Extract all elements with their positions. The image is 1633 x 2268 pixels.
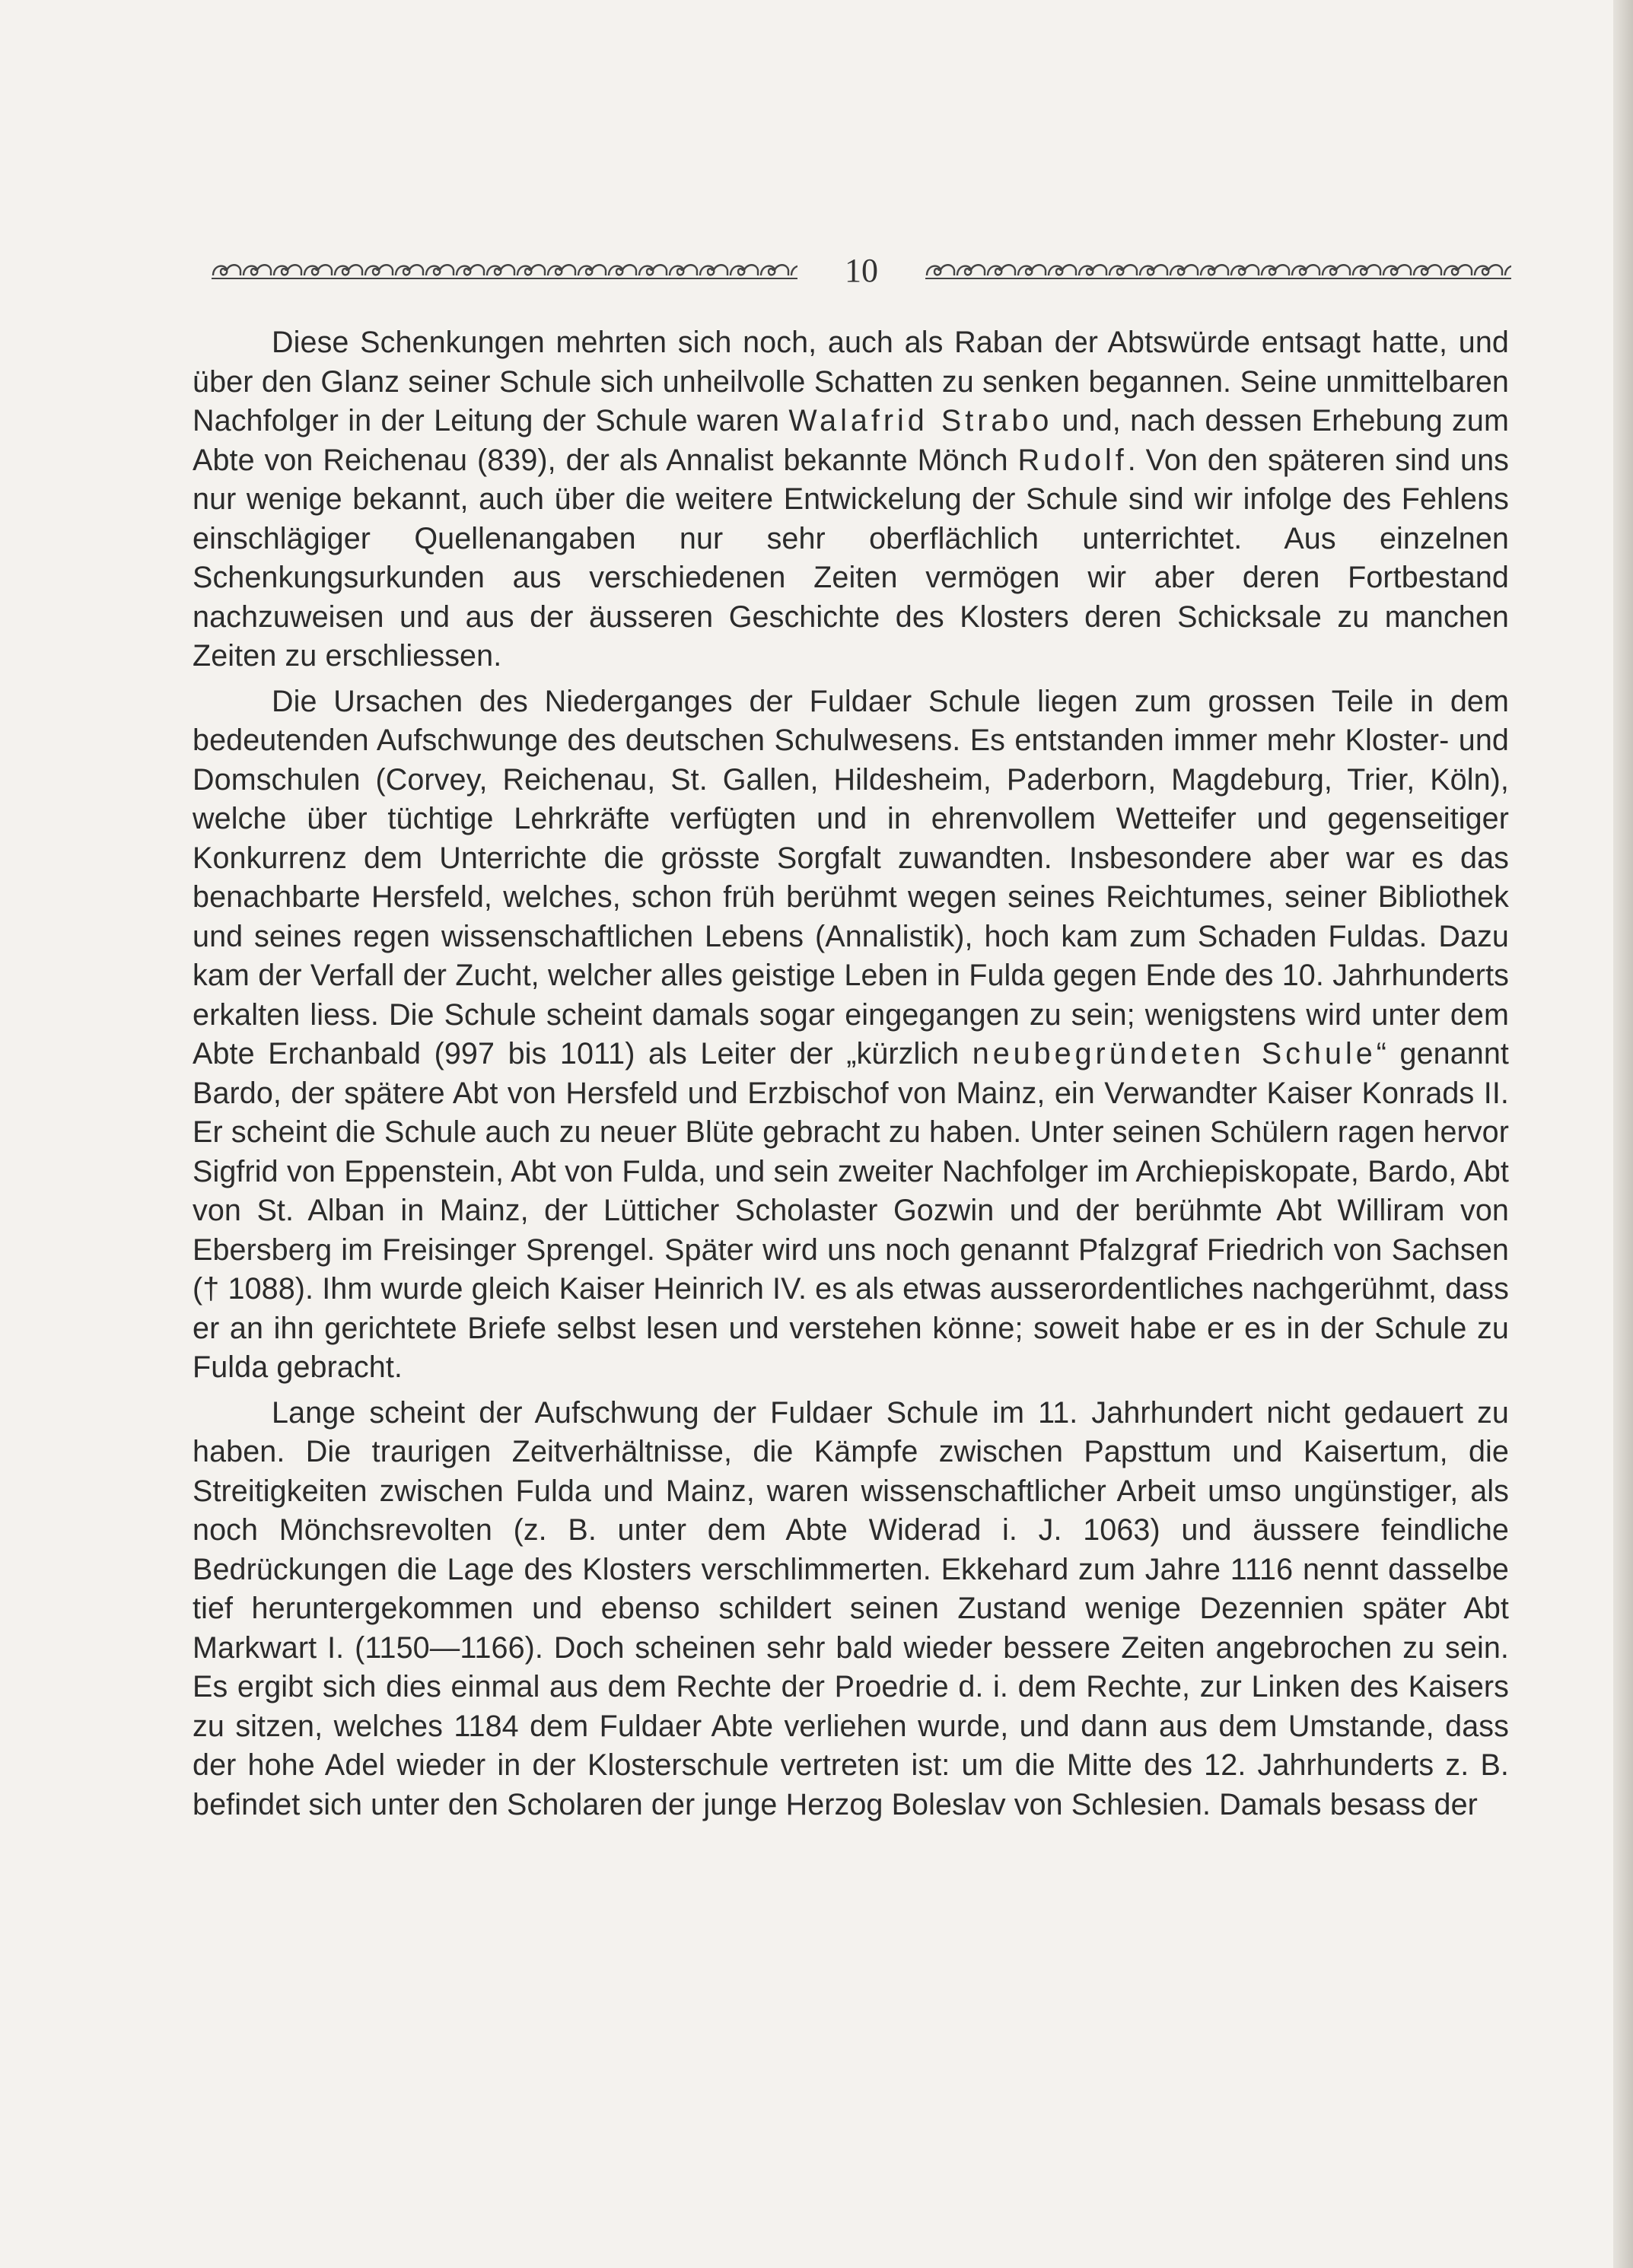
left-header-ornament [212,260,797,280]
page-header [212,251,1511,289]
spaced-text: neubegründeten Schule [972,1037,1377,1070]
page-number: 10 [845,251,878,289]
body-text [193,323,1509,1831]
spaced-text: Walafrid Strabo [788,404,1053,437]
paragraph [193,1394,1509,1825]
text-run: Die Ursachen des Niederganges der Fuldaer Schule liegen zum grossen Teile in dem bedeutenden Aufschwunge des deutschen Schulwesens. Es entstanden immer mehr Kloster- und Domschulen (Corvey, Reichenau, St. Gallen, Hildesheim, Paderborn, Magdeburg, Trier, Köln), welche über tüchtige Lehrkräfte verfügten und in ehrenvollem Wetteifer und gegenseitiger Konkurrenz dem Unterrichte die grösste Sorgfalt zuwandten. Insbesondere aber war es das benachbarte Hersfeld, welches, schon früh berühmt wegen seines Reichtumes, seiner Bibliothek und seines regen wissenschaftlichen Lebens (Annalistik), hoch kam zum Schaden Fuldas. Dazu kam der Verfall der Zucht, welcher alles geistige Leben in Fulda gegen Ende des 10. Jahrhunderts erkalten liess. Die Schule scheint damals sogar eingegangen zu sein; wenigstens wird unter dem Abte Erchanbald (997 bis 1011) als Leiter der „kürzlich [193,684,1509,1070]
text-run: . Von den späteren sind uns nur wenige bekannt, auch über die weitere Entwickelung der Schule sind wir infolge des Fehlens einschlägiger Quellenangaben nur sehr oberflächlich unterrichtet. Aus einzelnen Schenkungsurkunden aus verschiedenen Zeiten vermögen wir aber deren Fortbestand nachzuweisen und aus der äusseren Geschichte des Klosters deren Schicksale zu manchen Zeiten zu erschliessen. [193,443,1509,673]
paragraph [193,682,1509,1388]
text-run: “ genannt Bardo, der spätere Abt von Hersfeld und Erzbischof von Mainz, ein Verwandter Kaiser Konrads II. Er scheint die Schule auch zu neuer Blüte gebracht zu haben. Unter seinen Schülern ragen hervor Sigfrid von Eppenstein, Abt von Fulda, und sein zweiter Nachfolger im Archiepiskopate, Bardo, Abt von St. Alban in Mainz, der Lütticher Scholaster Gozwin und der berühmte Abt Williram von Ebersberg im Freisinger Sprengel. Später wird uns noch genannt Pfalzgraf Friedrich von Sachsen († 1088). Ihm wurde gleich Kaiser Heinrich IV. es als etwas ausserordentliches nachgerühmt, dass er an ihn gerichtete Briefe selbst lesen und verstehen könne; soweit habe er es in der Schule zu Fulda gebracht. [193,1037,1509,1384]
spaced-text: Rudolf [1017,443,1128,477]
text-run: Lange scheint der Aufschwung der Fuldaer Schule im 11. Jahrhundert nicht gedauert zu haben. Die traurigen Zeitverhältnisse, die Kämpfe zwischen Papsttum und Kaisertum, die Streitigkeiten zwischen Fulda und Mainz, waren wissenschaftlicher Arbeit umso ungünstiger, als noch Mönchsrevolten (z. B. unter dem Abte Widerad i. J. 1063) und äussere feindliche Bedrückungen die Lage des Klosters verschlimmerten. Ekkehard zum Jahre 1116 nennt dasselbe tief heruntergekommen und ebenso schildert seinen Zustand wenige Dezennien später Abt Markwart I. (1150—1166). Doch scheinen sehr bald wieder bessere Zeiten angebrochen zu sein. Es ergibt sich dies einmal aus dem Rechte der Proedrie d. i. dem Rechte, zur Linken des Kaisers zu sitzen, welches 1184 dem Fuldaer Abte verliehen wurde, und dann aus dem Umstande, dass der hohe Adel wieder in der Klosterschule vertreten ist: um die Mitte des 12. Jahrhunderts z. B. befindet sich unter den Scholaren der junge Herzog Boleslav von Schlesien. Damals besass der [193,1395,1509,1821]
page-edge [1613,0,1633,2268]
paragraph [193,323,1509,676]
text-run: und, nach dessen Erhebung zum Abte von Reichenau (839), der als Annalist bekannte Mönch [193,404,1509,477]
text-run: Diese Schenkungen mehrten sich noch, auch als Raban der Abtswürde entsagt hatte, und über den Glanz seiner Schule sich unheilvolle Schatten zu senken begannen. Seine unmittelbaren Nachfolger in der Leitung der Schule waren [193,326,1509,437]
right-header-ornament [925,260,1511,280]
